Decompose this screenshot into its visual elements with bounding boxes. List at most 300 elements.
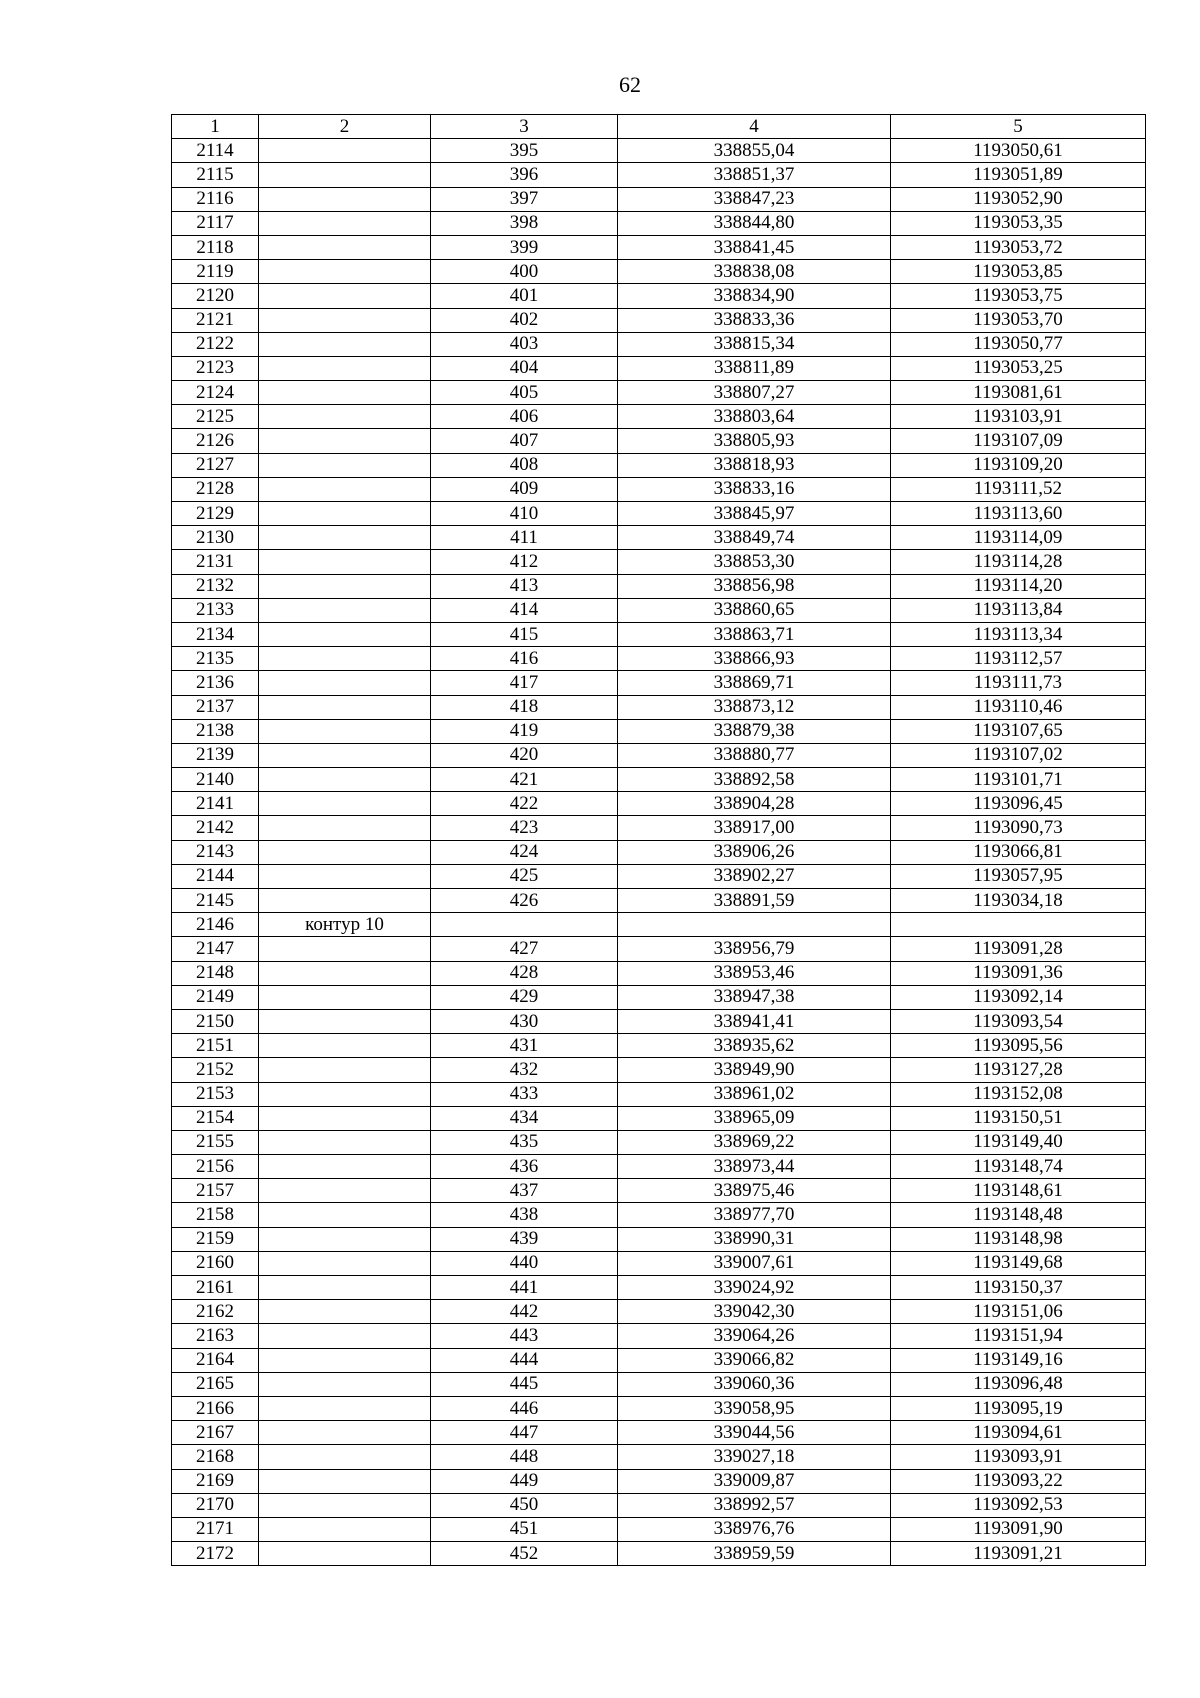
x-coordinate-cell: 339058,95 (618, 1396, 891, 1420)
row-number-cell: 2160 (172, 1251, 259, 1275)
y-coordinate-cell: 1193114,09 (891, 526, 1146, 550)
y-coordinate-cell: 1193050,61 (891, 139, 1146, 163)
table-row (172, 1445, 1146, 1469)
y-coordinate-cell: 1193150,51 (891, 1106, 1146, 1130)
table-row (172, 477, 1146, 501)
y-coordinate-cell: 1193053,75 (891, 284, 1146, 308)
table-row (172, 1203, 1146, 1227)
point-number-cell: 436 (431, 1155, 618, 1179)
y-coordinate-cell: 1193103,91 (891, 405, 1146, 429)
contour-cell (259, 889, 431, 913)
contour-cell (259, 695, 431, 719)
contour-cell (259, 840, 431, 864)
row-number-cell: 2141 (172, 792, 259, 816)
row-number-cell: 2140 (172, 768, 259, 792)
point-number-cell: 415 (431, 622, 618, 646)
point-number-cell: 413 (431, 574, 618, 598)
x-coordinate-cell: 338841,45 (618, 235, 891, 259)
table-row (172, 743, 1146, 767)
row-number-cell: 2166 (172, 1396, 259, 1420)
point-number-cell: 445 (431, 1372, 618, 1396)
y-coordinate-cell: 1193091,90 (891, 1517, 1146, 1541)
row-number-cell: 2145 (172, 889, 259, 913)
table-row (172, 284, 1146, 308)
x-coordinate-cell: 339024,92 (618, 1276, 891, 1300)
table-row (172, 526, 1146, 550)
contour-cell (259, 235, 431, 259)
contour-cell (259, 332, 431, 356)
table-row (172, 1372, 1146, 1396)
point-number-cell: 428 (431, 961, 618, 985)
contour-cell (259, 1324, 431, 1348)
header-cell-3: 3 (431, 115, 618, 139)
y-coordinate-cell: 1193101,71 (891, 768, 1146, 792)
table-row (172, 1276, 1146, 1300)
table-row (172, 671, 1146, 695)
y-coordinate-cell: 1193149,40 (891, 1130, 1146, 1154)
contour-cell (259, 1542, 431, 1566)
table-row (172, 1469, 1146, 1493)
contour-cell (259, 1106, 431, 1130)
row-number-cell: 2134 (172, 622, 259, 646)
contour-cell (259, 1203, 431, 1227)
point-number-cell: 396 (431, 163, 618, 187)
y-coordinate-cell: 1193114,28 (891, 550, 1146, 574)
y-coordinate-cell: 1193149,68 (891, 1251, 1146, 1275)
table-row (172, 1324, 1146, 1348)
contour-cell (259, 163, 431, 187)
row-number-cell: 2127 (172, 453, 259, 477)
y-coordinate-cell: 1193152,08 (891, 1082, 1146, 1106)
table-body (172, 139, 1146, 1566)
table-row (172, 1396, 1146, 1420)
y-coordinate-cell: 1193092,14 (891, 985, 1146, 1009)
y-coordinate-cell: 1193093,22 (891, 1469, 1146, 1493)
point-number-cell: 424 (431, 840, 618, 864)
table-row (172, 235, 1146, 259)
contour-cell (259, 139, 431, 163)
point-number-cell: 405 (431, 381, 618, 405)
row-number-cell: 2137 (172, 695, 259, 719)
row-number-cell: 2151 (172, 1034, 259, 1058)
point-number-cell: 439 (431, 1227, 618, 1251)
contour-cell (259, 284, 431, 308)
contour-cell (259, 1130, 431, 1154)
x-coordinate-cell: 338818,93 (618, 453, 891, 477)
x-coordinate-cell: 339027,18 (618, 1445, 891, 1469)
table-row (172, 719, 1146, 743)
x-coordinate-cell: 338834,90 (618, 284, 891, 308)
x-coordinate-cell: 338902,27 (618, 864, 891, 888)
x-coordinate-cell: 338845,97 (618, 502, 891, 526)
contour-cell (259, 647, 431, 671)
row-number-cell: 2125 (172, 405, 259, 429)
row-number-cell: 2128 (172, 477, 259, 501)
y-coordinate-cell: 1193095,56 (891, 1034, 1146, 1058)
row-number-cell: 2118 (172, 235, 259, 259)
x-coordinate-cell: 338892,58 (618, 768, 891, 792)
row-number-cell: 2132 (172, 574, 259, 598)
contour-cell (259, 550, 431, 574)
row-number-cell: 2115 (172, 163, 259, 187)
table-row (172, 961, 1146, 985)
table-row (172, 1542, 1146, 1566)
point-number-cell: 443 (431, 1324, 618, 1348)
x-coordinate-cell: 338860,65 (618, 598, 891, 622)
point-number-cell: 400 (431, 260, 618, 284)
y-coordinate-cell: 1193111,73 (891, 671, 1146, 695)
contour-cell (259, 961, 431, 985)
x-coordinate-cell: 338947,38 (618, 985, 891, 1009)
table-row (172, 913, 1146, 937)
x-coordinate-cell: 338803,64 (618, 405, 891, 429)
point-number-cell: 435 (431, 1130, 618, 1154)
x-coordinate-cell: 338904,28 (618, 792, 891, 816)
point-number-cell: 429 (431, 985, 618, 1009)
x-coordinate-cell: 338959,59 (618, 1542, 891, 1566)
x-coordinate-cell: 338891,59 (618, 889, 891, 913)
row-number-cell: 2152 (172, 1058, 259, 1082)
table-row (172, 985, 1146, 1009)
table-row (172, 1300, 1146, 1324)
point-number-cell: 447 (431, 1421, 618, 1445)
point-number-cell: 408 (431, 453, 618, 477)
y-coordinate-cell: 1193052,90 (891, 187, 1146, 211)
point-number-cell: 442 (431, 1300, 618, 1324)
contour-cell (259, 405, 431, 429)
row-number-cell: 2142 (172, 816, 259, 840)
coordinates-table (171, 114, 1146, 1566)
y-coordinate-cell: 1193095,19 (891, 1396, 1146, 1420)
table-row (172, 792, 1146, 816)
contour-cell (259, 816, 431, 840)
x-coordinate-cell: 339044,56 (618, 1421, 891, 1445)
row-number-cell: 2124 (172, 381, 259, 405)
row-number-cell: 2163 (172, 1324, 259, 1348)
y-coordinate-cell: 1193151,94 (891, 1324, 1146, 1348)
table-row (172, 187, 1146, 211)
x-coordinate-cell: 338992,57 (618, 1493, 891, 1517)
y-coordinate-cell: 1193151,06 (891, 1300, 1146, 1324)
y-coordinate-cell: 1193053,25 (891, 356, 1146, 380)
y-coordinate-cell: 1193057,95 (891, 864, 1146, 888)
point-number-cell: 411 (431, 526, 618, 550)
point-number-cell: 403 (431, 332, 618, 356)
x-coordinate-cell: 338969,22 (618, 1130, 891, 1154)
y-coordinate-cell: 1193092,53 (891, 1493, 1146, 1517)
contour-cell (259, 1009, 431, 1033)
contour-cell (259, 211, 431, 235)
table-row (172, 622, 1146, 646)
x-coordinate-cell: 338833,36 (618, 308, 891, 332)
row-number-cell: 2131 (172, 550, 259, 574)
row-number-cell: 2122 (172, 332, 259, 356)
point-number-cell: 426 (431, 889, 618, 913)
table-row (172, 1517, 1146, 1541)
y-coordinate-cell: 1193066,81 (891, 840, 1146, 864)
x-coordinate-cell: 338838,08 (618, 260, 891, 284)
table-row (172, 1130, 1146, 1154)
row-number-cell: 2156 (172, 1155, 259, 1179)
contour-cell (259, 1082, 431, 1106)
table-row (172, 1421, 1146, 1445)
header-cell-4: 4 (618, 115, 891, 139)
point-number-cell: 434 (431, 1106, 618, 1130)
contour-cell (259, 622, 431, 646)
contour-cell (259, 477, 431, 501)
contour-cell (259, 1155, 431, 1179)
row-number-cell: 2123 (172, 356, 259, 380)
point-number-cell: 410 (431, 502, 618, 526)
x-coordinate-cell: 338866,93 (618, 647, 891, 671)
x-coordinate-cell: 338851,37 (618, 163, 891, 187)
contour-cell (259, 1034, 431, 1058)
contour-cell (259, 1276, 431, 1300)
row-number-cell: 2144 (172, 864, 259, 888)
row-number-cell: 2138 (172, 719, 259, 743)
x-coordinate-cell: 338807,27 (618, 381, 891, 405)
y-coordinate-cell: 1193034,18 (891, 889, 1146, 913)
y-coordinate-cell: 1193053,70 (891, 308, 1146, 332)
x-coordinate-cell: 338949,90 (618, 1058, 891, 1082)
table-row (172, 598, 1146, 622)
table-row (172, 1251, 1146, 1275)
contour-cell (259, 792, 431, 816)
table-row (172, 139, 1146, 163)
table-row (172, 260, 1146, 284)
contour-cell (259, 260, 431, 284)
table-row (172, 405, 1146, 429)
table-row (172, 864, 1146, 888)
contour-cell (259, 429, 431, 453)
contour-cell: контур 10 (259, 913, 431, 937)
contour-cell (259, 356, 431, 380)
row-number-cell: 2167 (172, 1421, 259, 1445)
row-number-cell: 2147 (172, 937, 259, 961)
y-coordinate-cell: 1193113,84 (891, 598, 1146, 622)
point-number-cell: 431 (431, 1034, 618, 1058)
contour-cell (259, 1251, 431, 1275)
point-number-cell: 437 (431, 1179, 618, 1203)
y-coordinate-cell: 1193091,28 (891, 937, 1146, 961)
x-coordinate-cell: 339066,82 (618, 1348, 891, 1372)
point-number-cell: 418 (431, 695, 618, 719)
table-row (172, 163, 1146, 187)
y-coordinate-cell: 1193093,54 (891, 1009, 1146, 1033)
contour-cell (259, 1445, 431, 1469)
point-number-cell: 407 (431, 429, 618, 453)
x-coordinate-cell: 338847,23 (618, 187, 891, 211)
point-number-cell: 423 (431, 816, 618, 840)
contour-cell (259, 1372, 431, 1396)
x-coordinate-cell: 339009,87 (618, 1469, 891, 1493)
x-coordinate-cell: 338941,41 (618, 1009, 891, 1033)
x-coordinate-cell: 338977,70 (618, 1203, 891, 1227)
y-coordinate-cell: 1193113,34 (891, 622, 1146, 646)
row-number-cell: 2150 (172, 1009, 259, 1033)
x-coordinate-cell: 338990,31 (618, 1227, 891, 1251)
point-number-cell: 417 (431, 671, 618, 695)
y-coordinate-cell: 1193091,21 (891, 1542, 1146, 1566)
point-number-cell: 422 (431, 792, 618, 816)
point-number-cell: 406 (431, 405, 618, 429)
table-header-row (172, 115, 1146, 139)
x-coordinate-cell: 338965,09 (618, 1106, 891, 1130)
table-row (172, 550, 1146, 574)
x-coordinate-cell: 338815,34 (618, 332, 891, 356)
point-number-cell: 427 (431, 937, 618, 961)
y-coordinate-cell: 1193114,20 (891, 574, 1146, 598)
table-row (172, 768, 1146, 792)
point-number-cell: 449 (431, 1469, 618, 1493)
x-coordinate-cell: 338953,46 (618, 961, 891, 985)
point-number-cell: 446 (431, 1396, 618, 1420)
point-number-cell: 441 (431, 1276, 618, 1300)
x-coordinate-cell: 338833,16 (618, 477, 891, 501)
contour-cell (259, 187, 431, 211)
x-coordinate-cell: 338869,71 (618, 671, 891, 695)
table-row (172, 1493, 1146, 1517)
point-number-cell: 414 (431, 598, 618, 622)
table-row (172, 1009, 1146, 1033)
contour-cell (259, 937, 431, 961)
y-coordinate-cell: 1193053,72 (891, 235, 1146, 259)
row-number-cell: 2157 (172, 1179, 259, 1203)
row-number-cell: 2139 (172, 743, 259, 767)
y-coordinate-cell (891, 913, 1146, 937)
contour-cell (259, 526, 431, 550)
table-row (172, 840, 1146, 864)
table-row (172, 1034, 1146, 1058)
contour-cell (259, 671, 431, 695)
contour-cell (259, 985, 431, 1009)
x-coordinate-cell (618, 913, 891, 937)
contour-cell (259, 381, 431, 405)
contour-cell (259, 1396, 431, 1420)
contour-cell (259, 502, 431, 526)
table-row (172, 429, 1146, 453)
point-number-cell: 452 (431, 1542, 618, 1566)
y-coordinate-cell: 1193096,48 (891, 1372, 1146, 1396)
table-row (172, 574, 1146, 598)
row-number-cell: 2148 (172, 961, 259, 985)
table-row (172, 647, 1146, 671)
row-number-cell: 2114 (172, 139, 259, 163)
point-number-cell: 420 (431, 743, 618, 767)
y-coordinate-cell: 1193051,89 (891, 163, 1146, 187)
y-coordinate-cell: 1193113,60 (891, 502, 1146, 526)
row-number-cell: 2168 (172, 1445, 259, 1469)
y-coordinate-cell: 1193053,85 (891, 260, 1146, 284)
y-coordinate-cell: 1193148,48 (891, 1203, 1146, 1227)
row-number-cell: 2136 (172, 671, 259, 695)
point-number-cell: 409 (431, 477, 618, 501)
point-number-cell: 397 (431, 187, 618, 211)
point-number-cell: 421 (431, 768, 618, 792)
table-row (172, 308, 1146, 332)
point-number-cell: 399 (431, 235, 618, 259)
point-number-cell: 412 (431, 550, 618, 574)
point-number-cell: 450 (431, 1493, 618, 1517)
page-number: 62 (619, 72, 641, 97)
header-cell-2: 2 (259, 115, 431, 139)
point-number-cell: 438 (431, 1203, 618, 1227)
table-row (172, 937, 1146, 961)
y-coordinate-cell: 1193050,77 (891, 332, 1146, 356)
x-coordinate-cell: 338880,77 (618, 743, 891, 767)
x-coordinate-cell: 338863,71 (618, 622, 891, 646)
contour-cell (259, 1493, 431, 1517)
y-coordinate-cell: 1193091,36 (891, 961, 1146, 985)
contour-cell (259, 453, 431, 477)
row-number-cell: 2159 (172, 1227, 259, 1251)
contour-cell (259, 574, 431, 598)
x-coordinate-cell: 338935,62 (618, 1034, 891, 1058)
x-coordinate-cell: 339007,61 (618, 1251, 891, 1275)
row-number-cell: 2154 (172, 1106, 259, 1130)
y-coordinate-cell: 1193094,61 (891, 1421, 1146, 1445)
x-coordinate-cell: 338879,38 (618, 719, 891, 743)
point-number-cell: 425 (431, 864, 618, 888)
y-coordinate-cell: 1193148,74 (891, 1155, 1146, 1179)
y-coordinate-cell: 1193107,65 (891, 719, 1146, 743)
x-coordinate-cell: 338917,00 (618, 816, 891, 840)
row-number-cell: 2149 (172, 985, 259, 1009)
contour-cell (259, 1179, 431, 1203)
table-row (172, 1058, 1146, 1082)
row-number-cell: 2116 (172, 187, 259, 211)
y-coordinate-cell: 1193149,16 (891, 1348, 1146, 1372)
y-coordinate-cell: 1193148,98 (891, 1227, 1146, 1251)
contour-cell (259, 1469, 431, 1493)
point-number-cell: 440 (431, 1251, 618, 1275)
y-coordinate-cell: 1193081,61 (891, 381, 1146, 405)
x-coordinate-cell: 338975,46 (618, 1179, 891, 1203)
row-number-cell: 2121 (172, 308, 259, 332)
contour-cell (259, 1058, 431, 1082)
row-number-cell: 2146 (172, 913, 259, 937)
table-row (172, 332, 1146, 356)
table-row (172, 1179, 1146, 1203)
row-number-cell: 2126 (172, 429, 259, 453)
table-row (172, 1348, 1146, 1372)
y-coordinate-cell: 1193148,61 (891, 1179, 1146, 1203)
row-number-cell: 2119 (172, 260, 259, 284)
contour-cell (259, 1517, 431, 1541)
point-number-cell: 451 (431, 1517, 618, 1541)
y-coordinate-cell: 1193093,91 (891, 1445, 1146, 1469)
x-coordinate-cell: 338855,04 (618, 139, 891, 163)
y-coordinate-cell: 1193110,46 (891, 695, 1146, 719)
table-row (172, 211, 1146, 235)
contour-cell (259, 1348, 431, 1372)
x-coordinate-cell: 338976,76 (618, 1517, 891, 1541)
y-coordinate-cell: 1193109,20 (891, 453, 1146, 477)
row-number-cell: 2162 (172, 1300, 259, 1324)
header-cell-5: 5 (891, 115, 1146, 139)
x-coordinate-cell: 338956,79 (618, 937, 891, 961)
table-row (172, 1082, 1146, 1106)
table-row (172, 1155, 1146, 1179)
x-coordinate-cell: 339042,30 (618, 1300, 891, 1324)
table-row (172, 502, 1146, 526)
row-number-cell: 2135 (172, 647, 259, 671)
point-number-cell: 432 (431, 1058, 618, 1082)
table-row (172, 356, 1146, 380)
y-coordinate-cell: 1193107,09 (891, 429, 1146, 453)
row-number-cell: 2153 (172, 1082, 259, 1106)
row-number-cell: 2161 (172, 1276, 259, 1300)
